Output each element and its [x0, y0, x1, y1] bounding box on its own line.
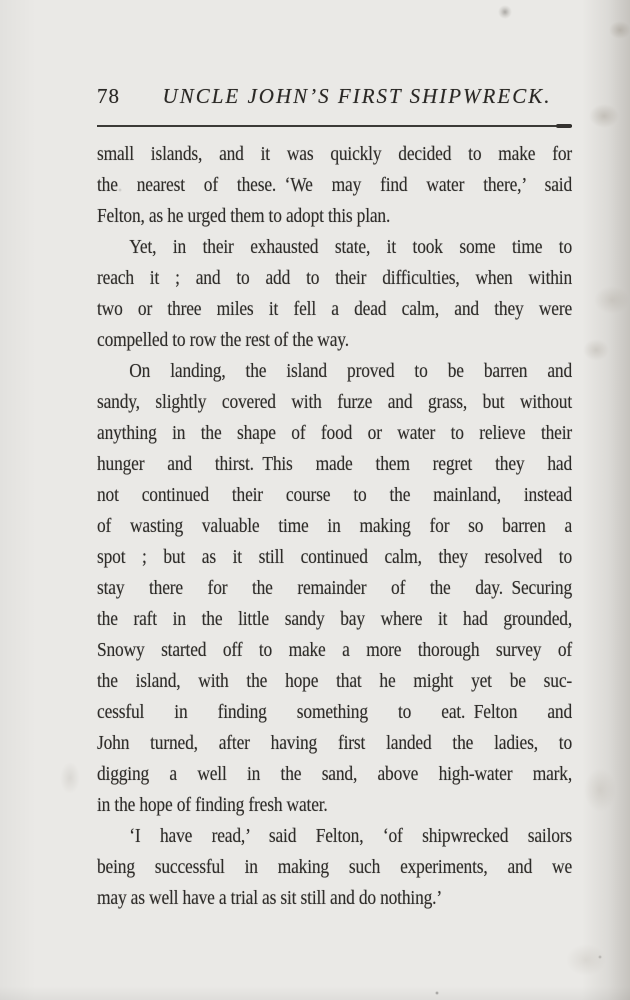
text-line: two or three miles it fell a dead calm, and they were	[97, 298, 573, 320]
running-head-title: UNCLE JOHN’S FIRST SHIPWRECK.	[162, 84, 552, 108]
text-line: John turned, after having first landed the ladies, to	[97, 732, 573, 754]
text-line: cessful in finding something to eat. Felton and	[97, 701, 573, 723]
text-line: the nearest of these. ‘We may find water there,’ said	[97, 174, 573, 196]
header-rule	[97, 125, 572, 127]
text-line: anything in the shape of food or water to relieve their	[97, 422, 573, 444]
text-line: small islands, and it was quickly decided to make for	[97, 143, 573, 165]
text-line: hunger and thirst. This made them regret they had	[97, 453, 573, 475]
text-line: On landing, the island proved to be barren and	[129, 360, 573, 382]
text-line: spot ; but as it still continued calm, they resolved to	[97, 546, 573, 568]
text-line: stay there for the remainder of the day. Securing	[97, 577, 573, 599]
text-line: being successful in making such experiments, and we	[97, 856, 573, 878]
text-line: compelled to row the rest of the way.	[97, 329, 349, 351]
text-line: in the hope of finding fresh water.	[97, 794, 328, 816]
text-block	[97, 139, 572, 914]
text-line: not continued their course to the mainland, instead	[97, 484, 573, 506]
text-line: digging a well in the sand, above high-water mark,	[97, 763, 573, 785]
text-line: sandy, slightly covered with furze and grass, but without	[97, 391, 573, 413]
text-line: the raft in the little sandy bay where it had grounded,	[97, 608, 573, 630]
text-line: Yet, in their exhausted state, it took some time to	[129, 236, 573, 258]
page-header	[97, 84, 572, 109]
text-line: ‘I have read,’ said Felton, ‘of shipwrecked sailors	[129, 825, 573, 847]
text-line: the island, with the hope that he might yet be suc-	[97, 670, 573, 692]
text-line: may as well have a trial as sit still and do nothing.’	[97, 887, 442, 909]
text-line: reach it ; and to add to their difficulties, when within	[97, 267, 573, 289]
text-line: of wasting valuable time in making for so barren a	[97, 515, 573, 537]
text-line: Felton, as he urged them to adopt this plan.	[97, 205, 391, 227]
page-number: 78	[97, 84, 120, 108]
text-line: Snowy started off to make a more thorough survey of	[97, 639, 573, 661]
